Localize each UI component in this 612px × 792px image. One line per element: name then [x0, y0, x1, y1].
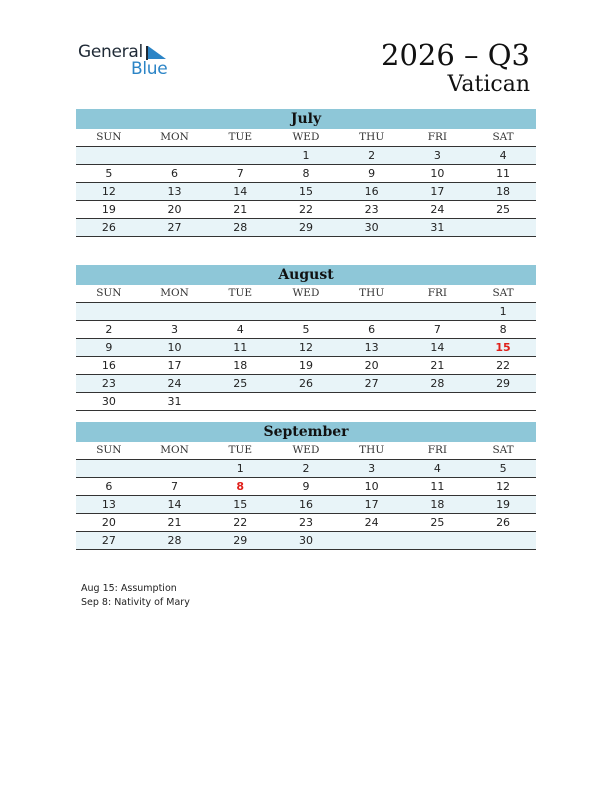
day-cell: 26: [496, 516, 511, 529]
weekday-header-row: [76, 285, 536, 303]
day-cell: 12: [496, 480, 511, 493]
month-name: September: [76, 422, 536, 442]
day-cell: 6: [171, 167, 179, 180]
day-cell: 15: [495, 341, 511, 354]
empty-day-cell: [273, 303, 339, 320]
day-cell: 6: [105, 480, 113, 493]
weekday-label: WED: [292, 287, 320, 299]
day-cell: 4: [236, 323, 244, 336]
day-cell: 1: [302, 149, 310, 162]
day-cell: 22: [233, 516, 248, 529]
weekday-label: FRI: [427, 287, 448, 299]
day-cell: 18: [430, 498, 445, 511]
day-cell: 1: [499, 305, 507, 318]
week-row: [76, 393, 536, 411]
logo-word-general: General: [78, 42, 143, 62]
day-cell: 10: [430, 167, 445, 180]
day-cell: 9: [302, 480, 310, 493]
day-cell: 8: [302, 167, 310, 180]
weekday-header-row: [76, 442, 536, 460]
holiday-notes: [81, 582, 190, 610]
day-cell: 24: [364, 516, 379, 529]
day-cell: 14: [430, 341, 445, 354]
day-cell: 13: [364, 341, 379, 354]
weekday-label: SAT: [492, 444, 514, 456]
day-cell: 3: [368, 462, 376, 475]
day-cell: 7: [433, 323, 441, 336]
day-cell: 20: [101, 516, 116, 529]
day-cell: 6: [368, 323, 376, 336]
day-cell: 23: [364, 203, 379, 216]
empty-day-cell: [142, 460, 208, 477]
day-cell: 28: [430, 377, 445, 390]
empty-day-cell: [405, 393, 471, 410]
month-block-august: [76, 265, 536, 411]
weekday-label: THU: [359, 287, 385, 299]
day-cell: 4: [499, 149, 507, 162]
day-cell: 9: [105, 341, 113, 354]
weekday-label: SUN: [96, 131, 122, 143]
day-cell: 26: [298, 377, 313, 390]
day-cell: 24: [430, 203, 445, 216]
day-cell: 1: [236, 462, 244, 475]
day-cell: 11: [496, 167, 511, 180]
day-cell: 13: [101, 498, 116, 511]
day-cell: 28: [233, 221, 248, 234]
day-cell: 7: [171, 480, 179, 493]
day-cell: 17: [364, 498, 379, 511]
week-row: [76, 219, 536, 237]
empty-day-cell: [273, 393, 339, 410]
day-cell: 29: [233, 534, 248, 547]
day-cell: 2: [302, 462, 310, 475]
day-cell: 5: [105, 167, 113, 180]
day-cell: 20: [167, 203, 182, 216]
day-cell: 16: [298, 498, 313, 511]
day-cell: 31: [430, 221, 445, 234]
week-row: [76, 201, 536, 219]
day-cell: 14: [233, 185, 248, 198]
day-cell: 21: [233, 203, 248, 216]
empty-day-cell: [207, 147, 273, 164]
weekday-label: TUE: [228, 287, 253, 299]
day-cell: 13: [167, 185, 182, 198]
day-cell: 8: [236, 480, 245, 493]
day-cell: 31: [167, 395, 182, 408]
week-row: [76, 357, 536, 375]
day-cell: 11: [430, 480, 445, 493]
day-cell: 19: [101, 203, 116, 216]
day-cell: 10: [364, 480, 379, 493]
country-name: Vatican: [447, 72, 530, 97]
week-row: [76, 514, 536, 532]
day-cell: 22: [298, 203, 313, 216]
weekday-label: MON: [160, 444, 189, 456]
empty-day-cell: [470, 532, 536, 549]
day-cell: 7: [236, 167, 244, 180]
day-cell: 25: [496, 203, 511, 216]
weekday-label: FRI: [427, 131, 448, 143]
month-name: July: [76, 109, 536, 129]
day-cell: 30: [298, 534, 313, 547]
week-row: [76, 165, 536, 183]
day-cell: 10: [167, 341, 182, 354]
week-row: [76, 303, 536, 321]
day-cell: 29: [496, 377, 511, 390]
day-cell: 19: [298, 359, 313, 372]
day-cell: 19: [496, 498, 511, 511]
day-cell: 24: [167, 377, 182, 390]
month-block-september: [76, 422, 536, 550]
week-row: [76, 460, 536, 478]
empty-day-cell: [339, 532, 405, 549]
holiday-note: Aug 15: Assumption: [81, 583, 177, 594]
day-cell: 23: [298, 516, 313, 529]
weekday-label: SAT: [492, 131, 514, 143]
holiday-note: Sep 8: Nativity of Mary: [81, 597, 190, 608]
weekday-label: SAT: [492, 287, 514, 299]
day-cell: 21: [167, 516, 182, 529]
day-cell: 17: [430, 185, 445, 198]
week-row: [76, 339, 536, 357]
weekday-label: WED: [292, 131, 320, 143]
weekday-label: TUE: [228, 131, 253, 143]
logo-word-blue: Blue: [131, 59, 168, 79]
empty-day-cell: [470, 219, 536, 236]
weekday-label: SUN: [96, 444, 122, 456]
day-cell: 27: [167, 221, 182, 234]
month-name: August: [76, 265, 536, 285]
day-cell: 8: [499, 323, 507, 336]
day-cell: 5: [302, 323, 310, 336]
day-cell: 2: [368, 149, 376, 162]
weekday-header-row: [76, 129, 536, 147]
page-title: 2026 – Q3: [381, 38, 530, 72]
empty-day-cell: [76, 303, 142, 320]
day-cell: 14: [167, 498, 182, 511]
empty-day-cell: [142, 303, 208, 320]
day-cell: 27: [101, 534, 116, 547]
day-cell: 15: [298, 185, 313, 198]
weekday-label: THU: [359, 444, 385, 456]
day-cell: 12: [101, 185, 116, 198]
day-cell: 29: [298, 221, 313, 234]
day-cell: 15: [233, 498, 248, 511]
day-cell: 21: [430, 359, 445, 372]
empty-day-cell: [405, 532, 471, 549]
empty-day-cell: [76, 460, 142, 477]
week-row: [76, 183, 536, 201]
month-block-july: [76, 109, 536, 237]
week-row: [76, 375, 536, 393]
empty-day-cell: [339, 303, 405, 320]
day-cell: 3: [433, 149, 441, 162]
day-cell: 16: [101, 359, 116, 372]
empty-day-cell: [142, 147, 208, 164]
day-cell: 2: [105, 323, 113, 336]
day-cell: 28: [167, 534, 182, 547]
day-cell: 16: [364, 185, 379, 198]
day-cell: 30: [364, 221, 379, 234]
empty-day-cell: [76, 147, 142, 164]
day-cell: 12: [298, 341, 313, 354]
day-cell: 9: [368, 167, 376, 180]
day-cell: 5: [499, 462, 507, 475]
empty-day-cell: [405, 303, 471, 320]
weekday-label: MON: [160, 131, 189, 143]
day-cell: 4: [433, 462, 441, 475]
week-row: [76, 532, 536, 550]
empty-day-cell: [207, 393, 273, 410]
weekday-label: TUE: [228, 444, 253, 456]
weekday-label: WED: [292, 444, 320, 456]
empty-day-cell: [339, 393, 405, 410]
weekday-label: THU: [359, 131, 385, 143]
day-cell: 25: [430, 516, 445, 529]
weekday-label: FRI: [427, 444, 448, 456]
day-cell: 18: [233, 359, 248, 372]
week-row: [76, 478, 536, 496]
day-cell: 30: [101, 395, 116, 408]
day-cell: 11: [233, 341, 248, 354]
day-cell: 17: [167, 359, 182, 372]
day-cell: 18: [496, 185, 511, 198]
day-cell: 25: [233, 377, 248, 390]
day-cell: 22: [496, 359, 511, 372]
generalblue-logo: [78, 42, 178, 82]
day-cell: 23: [101, 377, 116, 390]
logo-flag-icon: [146, 46, 168, 60]
day-cell: 20: [364, 359, 379, 372]
empty-day-cell: [207, 303, 273, 320]
week-row: [76, 496, 536, 514]
week-row: [76, 321, 536, 339]
day-cell: 3: [171, 323, 179, 336]
weekday-label: MON: [160, 287, 189, 299]
week-row: [76, 147, 536, 165]
weekday-label: SUN: [96, 287, 122, 299]
day-cell: 26: [101, 221, 116, 234]
empty-day-cell: [470, 393, 536, 410]
day-cell: 27: [364, 377, 379, 390]
